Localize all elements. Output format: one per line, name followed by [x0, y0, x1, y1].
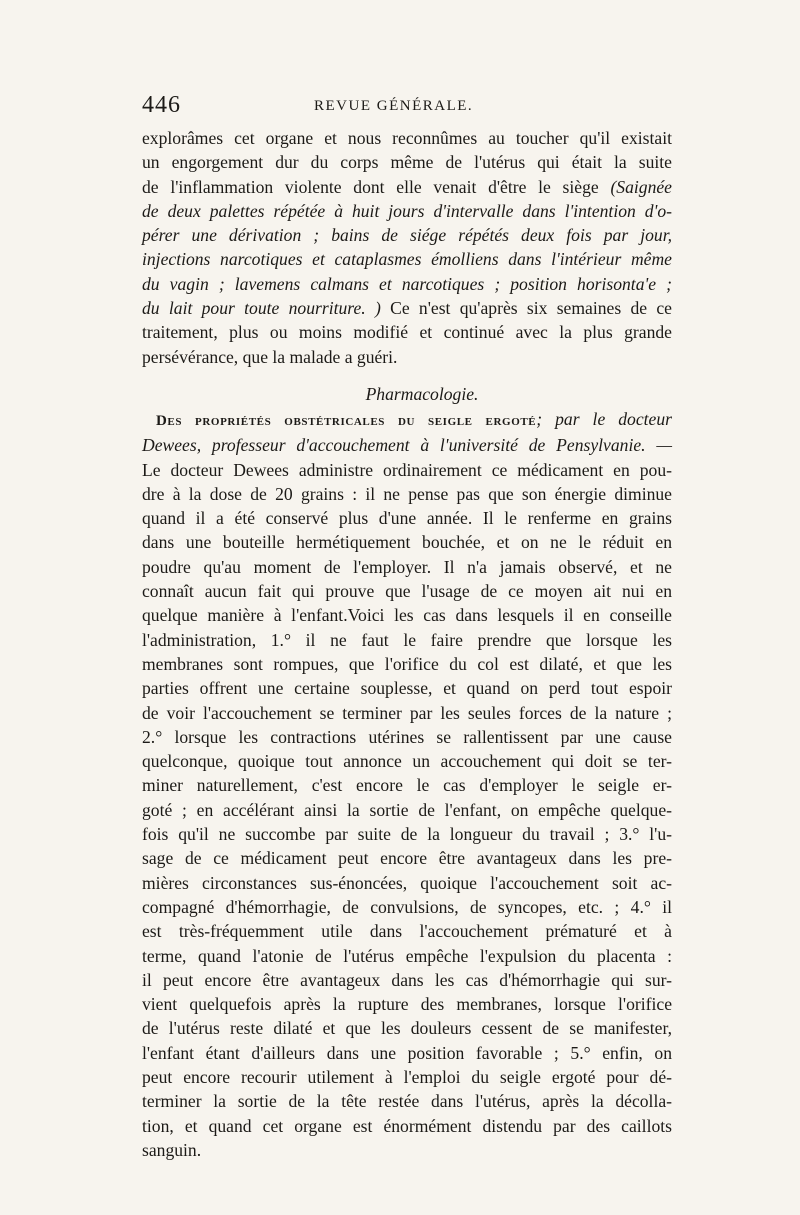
text-line: poudre qu'au moment de l'employer. Il n'a jamais observé, et ne — [142, 556, 672, 577]
text-line: de voir l'accouchement se terminer par les seules forces de la nature ; — [142, 702, 672, 723]
byline-line: Dewees, professeur d'accouchement à l'université de Pensylvanie. — — [142, 435, 672, 456]
section-heading: Pharmacologie. — [365, 383, 479, 404]
text-line: injections narcotiques et cataplasmes émolliens dans l'intérieur même — [142, 249, 672, 270]
text-line: terme, quand l'atonie de l'utérus empêche l'expulsion du placenta : — [142, 945, 672, 966]
italic-segment: du lait pour toute nourriture. ) — [142, 298, 381, 319]
text-line: traitement, plus ou moins modifié et continué avec la plus grande — [142, 322, 672, 343]
byline: ; par le docteur — [536, 408, 672, 429]
text-line: dre à la dose de 20 grains : il ne pense pas que son énergie diminue — [142, 483, 672, 504]
text-line: pérer une dérivation ; bains de siége répétés deux fois par jour, — [142, 225, 672, 246]
text-line: de l'utérus reste dilaté et que les douleurs cessent de se manifester, — [142, 1018, 672, 1039]
article-paragraph — [142, 407, 672, 1162]
text-line — [142, 296, 672, 320]
text-line: miner naturellement, c'est encore le cas d'employer le seigle er- — [142, 775, 672, 796]
text-line: membranes sont rompues, que l'orifice du col est dilaté, et que les — [142, 653, 672, 674]
text-line: quand il a été conservé plus d'une année. Il le renferme en grains — [142, 508, 672, 529]
text-line: sanguin. — [142, 1139, 202, 1160]
text-line: est très-fréquemment utile dans l'accouchement prématuré et à — [142, 921, 672, 942]
text-segment: Ce n'est qu'après six semaines de ce — [380, 298, 672, 319]
book-page — [142, 92, 672, 1162]
text-line: goté ; en accélérant ainsi la sortie de l'enfant, on empêche quelque- — [142, 799, 672, 820]
text-line: il peut encore être avantageux dans les cas d'hémorrhagie qui sur- — [142, 969, 672, 990]
article-title: Des propriétés obstétricales du seigle ergoté — [156, 412, 537, 429]
text-line: connaît aucun fait qui prouve que l'usage de ce moyen ait nui en — [142, 581, 672, 602]
text-line: 2.° lorsque les contractions utérines se rallentissent par une cause — [142, 726, 672, 747]
page-number: 446 — [142, 92, 181, 118]
italic-segment: (Saignée — [610, 176, 672, 197]
text-line: persévérance, que la malade a guéri. — [142, 346, 398, 367]
text-line: quelque manière à l'enfant.Voici les cas dans lesquels il en conseille — [142, 605, 672, 626]
text-line: vient quelquefois après la rupture des membranes, lorsque l'orifice — [142, 994, 672, 1015]
text-line: de deux palettes répétée à huit jours d'intervalle dans l'intention d'o- — [142, 200, 672, 221]
text-line: du vagin ; lavemens calmans et narcotiques ; position horisonta'e ; — [142, 273, 672, 294]
text-line: parties offrent une certaine souplesse, et quand on perd tout espoir — [142, 678, 672, 699]
text-line — [142, 175, 672, 199]
text-line: quelconque, quoique tout annonce un accouchement qui doit se ter- — [142, 751, 672, 772]
text-line: l'enfant étant d'ailleurs dans une position favorable ; 5.° enfin, on — [142, 1042, 672, 1063]
text-line: compagné d'hémorrhagie, de convulsions, de syncopes, etc. ; 4.° il — [142, 896, 672, 917]
text-line: dans une bouteille hermétiquement bouchée, et on ne le réduit en — [142, 532, 672, 553]
text-line: peut encore recourir utilement à l'emploi du seigle ergoté pour dé- — [142, 1066, 672, 1087]
text-line: un engorgement dur du corps même de l'utérus qui était la suite — [142, 152, 672, 173]
text-segment: de l'inflammation violente dont elle venait d'être le siège — [142, 176, 611, 197]
text-line: explorâmes cet organe et nous reconnûmes au toucher qu'il existait — [142, 128, 672, 148]
text-line: terminer la sortie de la tête restée dans l'utérus, après la décolla- — [142, 1091, 672, 1112]
intro-paragraph — [142, 126, 672, 369]
text-line: sage de ce médicament peut encore être avantageux dans les pre- — [142, 848, 672, 869]
text-line: l'administration, 1.° il ne faut le faire prendre que lorsque les — [142, 629, 672, 650]
text-line: Le docteur Dewees administre ordinairement ce médicament en pou- — [142, 459, 672, 480]
text-line: fois qu'il ne succombe par suite de la longueur du travail ; 3.° l'u- — [142, 824, 672, 845]
text-line: tion, et quand cet organe est énormément distendu par des caillots — [142, 1115, 672, 1136]
text-line: mières circonstances sus-énoncées, quoique l'accouchement soit ac- — [142, 872, 672, 893]
running-title: REVUE GÉNÉRALE. — [314, 98, 474, 114]
running-head — [142, 92, 672, 126]
article-title-line — [142, 407, 672, 433]
